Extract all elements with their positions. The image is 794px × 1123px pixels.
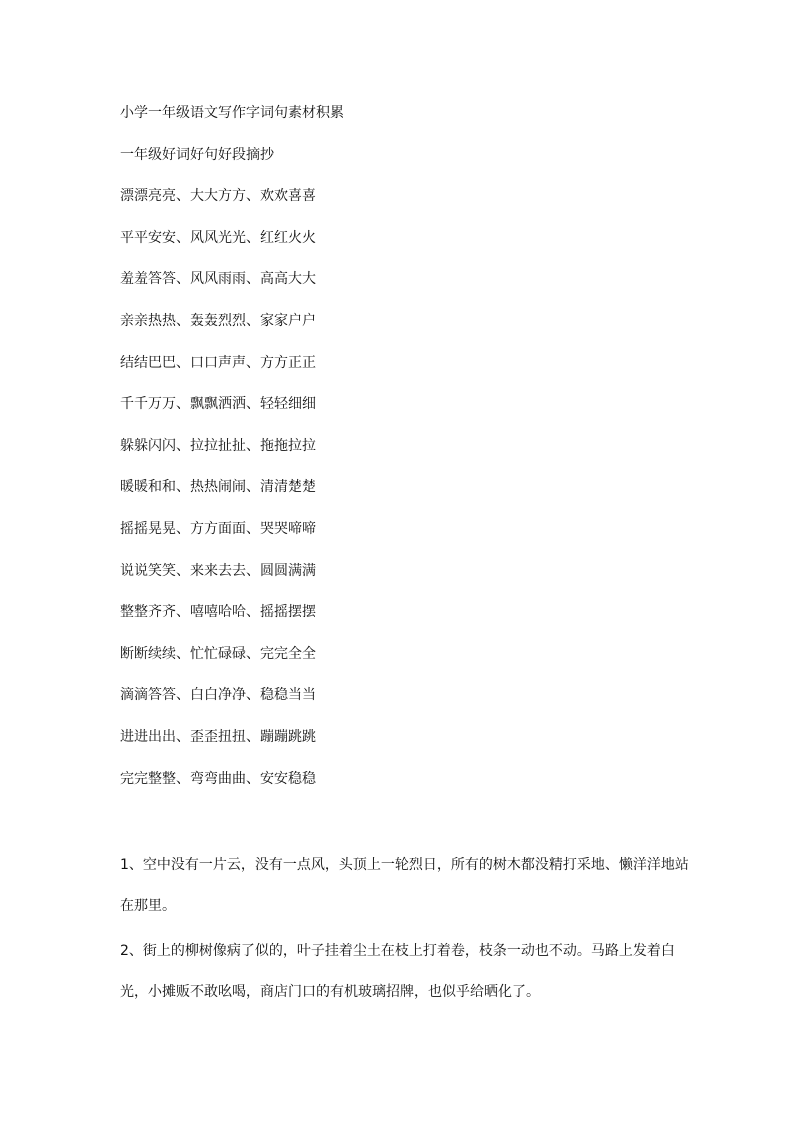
document-content [120, 103, 690, 810]
word-line: 进进出出、歪歪扭扭、蹦蹦跳跳 [120, 728, 316, 745]
word-line: 暖暖和和、热热闹闹、清清楚楚 [120, 479, 316, 496]
document-subtitle: 一年级好词好句好段摘抄 [120, 146, 274, 163]
word-line: 漂漂亮亮、大大方方、欢欢喜喜 [120, 188, 316, 205]
word-line: 摇摇晃晃、方方面面、哭哭啼啼 [120, 520, 316, 537]
paragraph-2: 2、街上的柳树像病了似的，叶子挂着尘土在枝上打着卷，枝条一动也不动。马路上发着白光，小摊贩不敢吆喝，商店门口的有机玻璃招牌，也似乎给晒化了。 [120, 943, 675, 1000]
word-line: 结结巴巴、口口声声、方方正正 [120, 354, 316, 371]
word-line: 羞羞答答、风风雨雨、高高大大 [120, 271, 316, 288]
word-line: 亲亲热热、轰轰烈烈、家家户户 [120, 312, 316, 329]
word-line: 躲躲闪闪、拉拉扯扯、拖拖拉拉 [120, 437, 316, 454]
word-line: 断断续续、忙忙碌碌、完完全全 [120, 645, 316, 662]
word-line: 完完整整、弯弯曲曲、安安稳稳 [120, 770, 316, 787]
word-line: 平平安安、风风光光、红红火火 [120, 229, 316, 246]
paragraph-1: 1、空中没有一片云，没有一点风，头顶上一轮烈日，所有的树木都没精打采地、懒洋洋地站在那里。 [120, 857, 689, 914]
word-line: 说说笑笑、来来去去、圆圆满满 [120, 562, 316, 579]
word-line: 整整齐齐、嘻嘻哈哈、摇摇摆摆 [120, 604, 316, 621]
word-line: 滴滴答答、白白净净、稳稳当当 [120, 687, 316, 704]
document-title: 小学一年级语文写作字词句素材积累 [120, 105, 344, 121]
word-line: 千千万万、飘飘洒洒、轻轻细细 [120, 396, 316, 413]
